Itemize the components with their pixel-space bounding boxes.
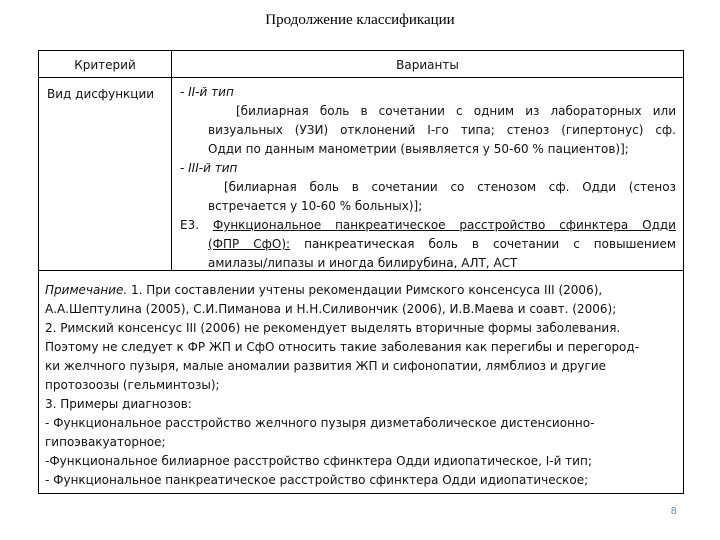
note-line: гипоэвакуаторное; <box>45 435 166 449</box>
header-divider <box>39 77 683 78</box>
e3-line: амилазы/липазы и иногда билирубина, АЛТ, АСТ <box>208 256 518 270</box>
note-line: Примечание. 1. При составлении учтены рекомендации Римского консенсуса III (2006), <box>45 283 603 297</box>
type2-line: визуальных (УЗИ) отклонений I-го типа; стеноз (гипертонус) сф. <box>208 123 676 137</box>
e3-description: панкреатическая боль в сочетании с повышением <box>304 237 676 251</box>
e3-prefix: Е3. <box>180 218 200 232</box>
e3-line <box>180 216 676 235</box>
note-line: Поэтому не следует к ФР ЖП и СфО относить такие заболевания как перегибы и перегород- <box>45 340 640 354</box>
header-criterion: Критерий <box>74 58 136 72</box>
page-number: 8 <box>670 506 677 517</box>
page-title: Продолжение классификации <box>265 12 455 28</box>
note-line: 2. Римский консенсус III (2006) не рекомендует выделять вторичные формы заболевания. <box>45 321 621 335</box>
e3-abbr-link[interactable]: (ФПР СфО): <box>208 237 291 251</box>
variants-cell <box>180 83 676 273</box>
type3-line: встречается у 10-60 % больных)]; <box>208 199 423 213</box>
header-variants: Варианты <box>396 58 459 72</box>
classification-table <box>38 50 684 494</box>
type2-label: - II-й тип <box>180 85 234 99</box>
note-line: - Функциональное расстройство желчного пузыря дизметаболическое дистенсионно- <box>45 416 595 430</box>
e3-line <box>180 235 676 254</box>
type2-line: [билиарная боль в сочетании с одним из лабораторных или <box>236 104 676 118</box>
note-line: протозоозы (гельминтозы); <box>45 378 220 392</box>
e3-title-link[interactable]: Функциональное панкреатическое расстройство сфинктера Одди <box>212 218 676 232</box>
note-line: А.А.Шептулина (2005), С.И.Пиманова и Н.Н.Силивончик (2006), И.В.Маева и соавт. (2006); <box>45 302 617 316</box>
note-line: 3. Примеры диагнозов: <box>45 397 192 411</box>
type3-label: - III-й тип <box>180 161 238 175</box>
criterion-cell: Вид дисфункции <box>47 87 155 101</box>
note-line: -Функциональное билиарное расстройство сфинктера Одди идиопатическое, I-й тип; <box>45 454 592 468</box>
column-divider <box>171 51 172 270</box>
type3-line: [билиарная боль в сочетании со стенозом сф. Одди (стеноз <box>224 180 676 194</box>
note-line: - Функциональное панкреатическое расстройство сфинктера Одди идиопатическое; <box>45 473 589 487</box>
type2-line: Одди по данным манометрии (выявляется у 50-60 % пациентов)]; <box>208 142 629 156</box>
note-cell <box>45 281 677 490</box>
note-label: Примечание. <box>45 283 128 297</box>
note-line: ки желчного пузыря, малые аномалии развития ЖП и сифонопатии, лямблиоз и другие <box>45 359 606 373</box>
